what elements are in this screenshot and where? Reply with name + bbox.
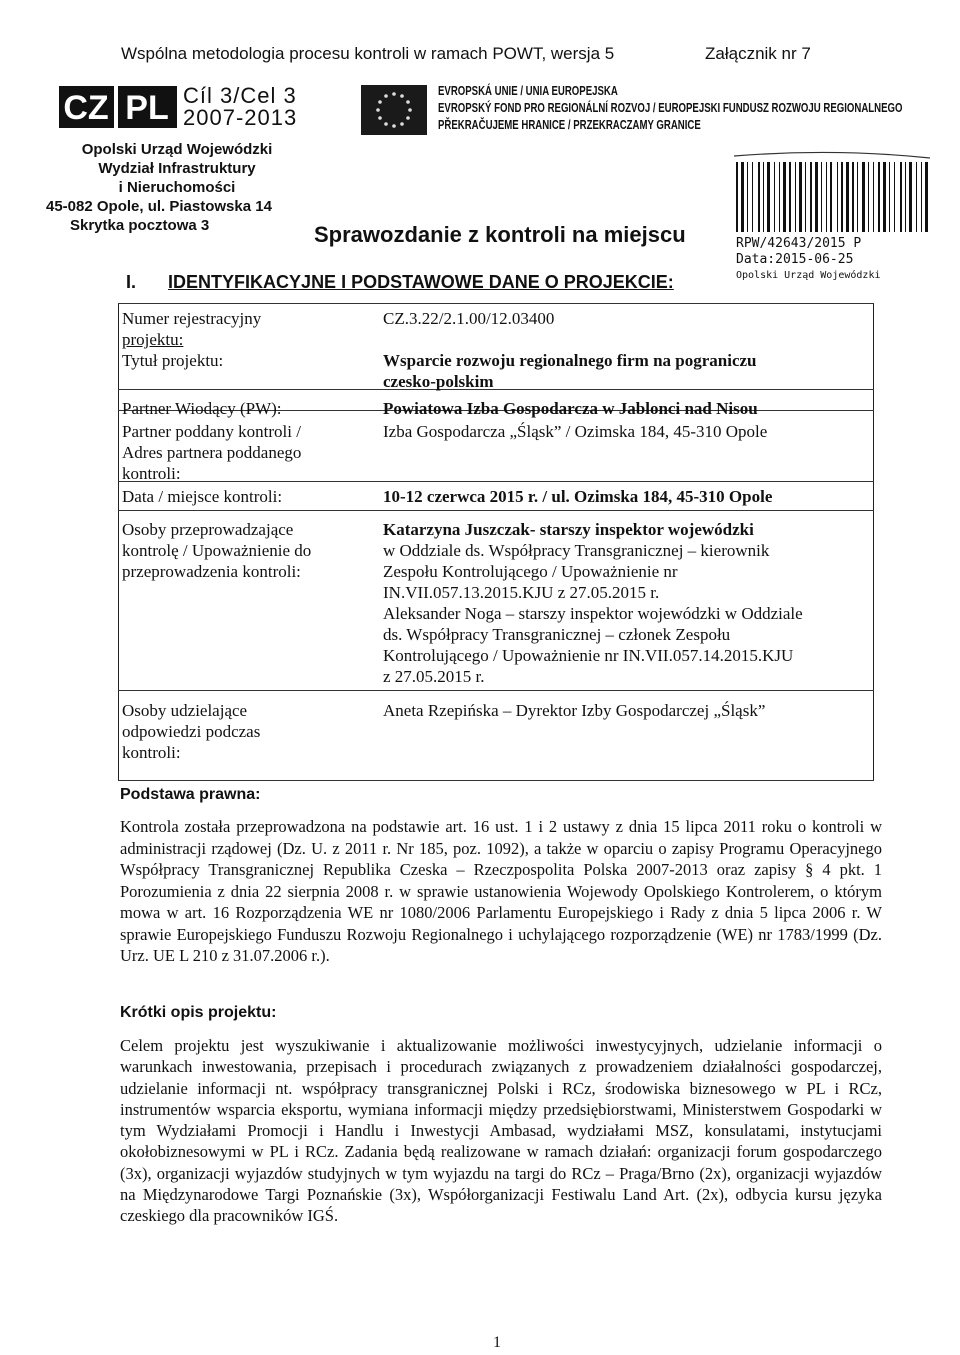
svg-text:PL: PL [125, 89, 169, 127]
table-top-rule [118, 303, 874, 304]
office-street: 45-082 Opole, ul. Piastowska 14 [46, 198, 272, 215]
project-description-text: Celem projektu jest wyszukiwanie i aktualizowanie możliwości inwestycyjnych, udzielanie informacji o warunkach inwestowania, przepisach i procedurach związanych z prowadzeniem działalności gospodarczej, udzielanie informacji nt. współpracy transgranicznej Polski i RCz, środowiska biznesowego w PL i RCz, instrumentów wsparcia eksportu, wymiana informacji między przedsiębiorstwami, Ministerstwem Gospodarki w tym Wydziałami Promocji i Handlu i Inwestycji Ambasad, wydziałami MSZ, konsulatami, instytucjami okołobiznesowymi w PL i RCz. Zadania będą realizowane w ramach działań: organizacji forum gospodarczego (3x), organizacji wyjazdów studyjnych w tym wyjazdu na targi do RCz – Praga/Brno (2x), organizacji wyjazdów na Międzynarodowe Targi Poznańskie (3x), Współorganizacji Festiwalu Land Art. (2x), odbycia kursu języka czeskiego dla pracowników IGŚ. [120, 1036, 882, 1226]
office-pobox: Skrytka pocztowa 3 [70, 217, 210, 234]
section-title: IDENTYFIKACYJNE I PODSTAWOWE DANE O PROJEKCIE: [168, 272, 674, 292]
eu-line1: EVROPSKÁ UNIE / UNIA EUROPEJSKA [438, 83, 618, 98]
eu-flag-icon [361, 85, 427, 135]
table-rule [118, 510, 874, 511]
inspectors-label: Osoby przeprowadzające kontrolę / Upoważnienie do przeprowadzenia kontroli: [122, 520, 312, 581]
inspectors-value: Katarzyna Juszczak- starszy inspektor wojewódzki w Oddziale ds. Współpracy Transgranicznej – kierownik Zespołu Kontrolującego / Upoważnienie nr IN.VII.057.13.2015.KJU z 27.05.2015 r. Aleksander Noga – starszy inspektor wojewódzki w Oddziale ds. Współpracy Transgranicznej – członek Zespołu Kontrolującego / Upoważnienie nr IN.VII.057.14.2015.KJU z 27.05.2015 r. [383, 520, 803, 686]
answering-persons-label: Osoby udzielające odpowiedzi podczas kontroli: [122, 701, 261, 762]
page-number: 1 [493, 1334, 501, 1351]
answering-persons-value: Aneta Rzepińska – Dyrektor Izby Gospodarczej „Śląsk” [383, 701, 766, 720]
report-title: Sprawozdanie z kontroli na miejscu [314, 222, 686, 247]
barcode-icon [734, 150, 930, 234]
table-bottom-rule [118, 780, 874, 781]
eu-line2: EVROPSKÝ FOND PRO REGIONÁLNÍ ROZVOJ / EUROPEJSKI FUNDUSZ ROZWOJU REGIONALNEGO [438, 100, 903, 115]
rpw-office: Opolski Urząd Wojewódzki [736, 270, 881, 281]
project-title-value: Wsparcie rozwoju regionalnego firm na pograniczu czesko-polskim [383, 351, 757, 391]
program-period [183, 85, 297, 129]
office-name: Opolski Urząd Wojewódzki [81, 141, 273, 158]
eu-line3: PŘEKRAČUJEME HRANICE / PRZEKRACZAMY GRANICE [438, 117, 701, 132]
section-number: I. [126, 272, 137, 292]
eu-fund-text [438, 82, 960, 133]
czpl-logo [59, 86, 177, 128]
controlled-partner-label: Partner poddany kontroli / Adres partnera poddanego kontroli: [122, 422, 302, 483]
rpw-number: RPW/42643/2015 P [736, 236, 862, 251]
svg-text:CZ: CZ [63, 89, 109, 127]
office-address [46, 140, 308, 235]
attachment-label: Załącznik nr 7 [705, 44, 811, 63]
rpw-date: Data:2015-06-25 [736, 252, 854, 267]
registration-stamp [736, 236, 881, 284]
office-department: Wydział Infrastruktury [98, 160, 256, 177]
legal-basis-text: Kontrola została przeprowadzona na podstawie art. 16 ust. 1 i 2 ustawy z dnia 15 lipca 2011 roku o kontroli w administracji rządowej (Dz. U. z 2011 r. Nr 185, poz. 1092), a także w oparciu o zapisy Programu Operacyjnego Współpracy Transgranicznej Republika Czeska – Rzeczpospolita Polska 2007-2013 oraz zapisy § 4 pkt. 1 Porozumienia z dnia 22 sierpnia 2008 r. w sprawie ustanowienia Wojewody Opolskiego Kontrolerem, o którym mowa w art. 16 Rozporządzenia WE nr 1080/2006 Parlamentu Europejskiego i Rady z dnia 5 lipca 2006 r. W sprawie Europejskiego Funduszu Rozwoju Regionalnego i uchylającego rozporządzenie (WE) nr 1783/1999 (Dz. Urz. UE L 210 z 31.07.2006 r.). [120, 817, 882, 965]
lead-partner-value: Powiatowa Izba Gospodarcza w Jablonci nad Nisou [383, 399, 758, 418]
project-title-label: Tytuł projektu: [122, 351, 224, 370]
lead-partner-label: Partner Wiodący (PW): [122, 399, 282, 418]
office-department-2: i Nieruchomości [118, 179, 236, 196]
methodology-header: Wspólna metodologia procesu kontroli w ramach POWT, wersja 5 [121, 44, 615, 63]
project-description-heading: Krótki opis projektu: [120, 1004, 277, 1021]
cil-line2: 2007-2013 [183, 105, 298, 130]
cil-line1: Cíl 3/Cel 3 [183, 83, 297, 108]
table-rule [118, 690, 874, 691]
control-date-value: 10-12 czerwca 2015 r. / ul. Ozimska 184, 45-310 Opole [383, 487, 773, 506]
controlled-partner-value: Izba Gospodarcza „Śląsk” / Ozimska 184, 45-310 Opole [383, 422, 768, 441]
control-date-label: Data / miejsce kontroli: [122, 487, 283, 506]
section-heading [126, 272, 674, 293]
legal-basis-heading: Podstawa prawna: [120, 786, 261, 803]
reg-number-value: CZ.3.22/2.1.00/12.03400 [383, 309, 555, 328]
reg-number-label: Numer rejestracyjny projektu: [122, 309, 262, 349]
